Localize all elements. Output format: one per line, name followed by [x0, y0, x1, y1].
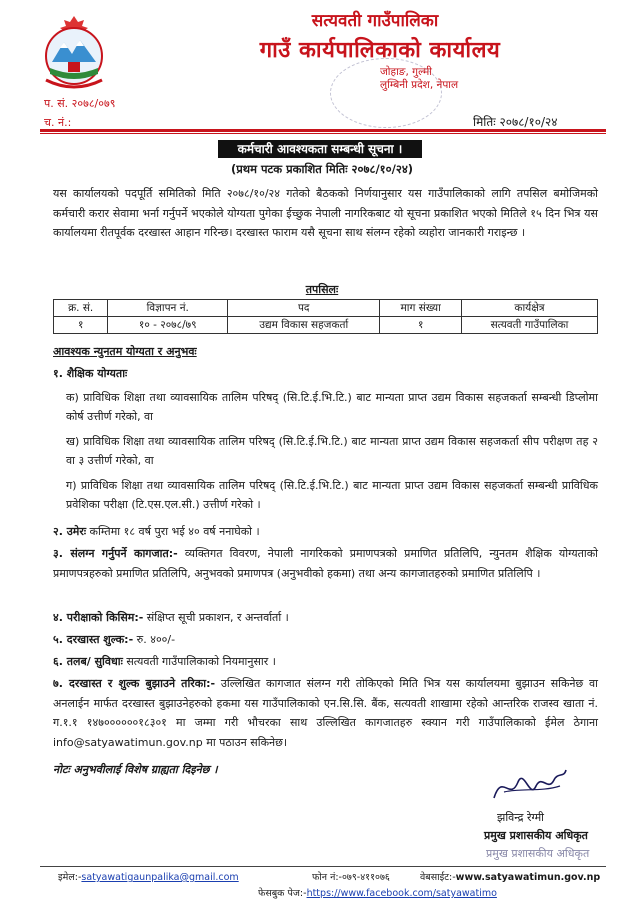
email-label: इमेल:- [58, 872, 82, 883]
address-line-1: जोहाङ, गुल्मी [380, 66, 433, 78]
signatory-designation: प्रमुख प्रशासकीय अधिकृत [484, 829, 588, 842]
header-workplace: कार्यक्षेत्र [461, 300, 597, 317]
age-text: कम्तिमा १८ वर्ष पुरा भई ४० वर्ष ननाघेको । [86, 525, 260, 538]
facebook-link[interactable]: https://www.facebook.com/satyawatimo [306, 888, 497, 899]
website-label: वेबसाईट:- [420, 872, 456, 883]
cell-post: उद्यम विकास सहजकर्ता [228, 317, 380, 334]
age-label: २. उमेरः [53, 525, 87, 538]
header-quantity: माग संख्या [380, 300, 462, 317]
footer-phone: फोन नं:-०७९-४११०७६ [312, 872, 390, 883]
office-address [380, 66, 540, 92]
table-header-row [54, 300, 598, 317]
requirements-heading: आवश्यक न्युनतम योग्यता र अनुभवः [53, 345, 197, 358]
documents-requirement [53, 544, 598, 583]
education-item-ka: क) प्राविधिक शिक्षा तथा व्यावसायिक तालिम परिषद् (सि.टि.ई.भि.टि.) बाट मान्यता प्राप्त उद्यम विकास सहजकर्ता सम्बन्धी डिप्लोमा कोर्ष उत्तीर्ण गरेको, वा [66, 391, 598, 423]
cell-workplace: सत्यवती गाउँपालिका [461, 317, 597, 334]
age-requirement [53, 522, 598, 541]
signature-scrawl-icon [490, 762, 570, 808]
cell-sn: १ [54, 317, 108, 334]
notice-title: कर्मचारी आवश्यकता सम्बन्धी सूचना । [218, 140, 422, 158]
cell-quantity: १ [380, 317, 462, 334]
exam-type [53, 608, 598, 627]
submission-label: ७. दरखास्त र शुल्क बुझाउने तरिका:- [53, 677, 216, 690]
nepal-emblem-icon [38, 14, 110, 94]
cell-ad-no: १० - २०७८/७९ [108, 317, 228, 334]
documents-label: ३. संलग्न गर्नुपर्ने कागजात:- [53, 547, 178, 560]
footer-website [420, 870, 600, 883]
designation-stamp: प्रमुख प्रशासकीय अधिकृत [486, 847, 590, 860]
header-post: पद [228, 300, 380, 317]
office-title: गाउँ कार्यपालिकाको कार्यालय [259, 38, 501, 63]
reference-number: प. सं. २०७८/०७९ [44, 97, 116, 110]
education-item-ga: ग) प्राविधिक शिक्षा तथा व्यावसायिक तालिम परिषद् (सि.टि.ई.भि.टि.) बाट मान्यता प्राप्त उद्यम विकास सहजकर्ता सम्बन्धी प्राविधिक प्रवेशिका परीक्षा (टि.एस.एल.सी.) उत्तीर्ण गरेको । [66, 479, 598, 511]
address-line-2: लुम्बिनी प्रदेश, नेपाल [380, 79, 459, 91]
submission-text: उल्लिखित कागजात संलग्न गरी तोकिएको मिति भित्र यस कार्यालयमा बुझाउन सकिनेछ वा अनलाईन मार्फत दरखास्त बुझाउनेहरुको हकमा यस गाउँपालिकाको एन.सि.सि. बैंक, सत्यवती शाखामा रहेको आन्तरिक राजस्व खाता नं. ग.१.१ १४७००००००१८३०१ मा जम्मा गरी भौचरका साथ उल्लिखित कागजातहरु स्क्यान गरी गाउँपालिकाको ईमेल ठेगाना info@satyawatimun.gov.np मा पठाउन सकिनेछ। [53, 677, 598, 749]
vacancy-table [53, 299, 598, 334]
website-link[interactable]: www.satyawatimun.gov.np [455, 872, 601, 883]
email-link[interactable]: satyawatigaunpalika@gmail.com [81, 872, 239, 883]
dispatch-number: च. नं.: [44, 116, 72, 129]
fee-text: रु. ४००/- [133, 633, 176, 646]
publication-date: (प्रथम पटक प्रकाशित मितिः २०७८/१०/२४) [230, 162, 414, 176]
table-title: तपसिलः [305, 283, 339, 296]
header-divider [40, 129, 606, 132]
salary-label: ६. तलब/ सुविधाः [53, 655, 123, 668]
letter-date: मितिः २०७८/१०/२४ [473, 115, 558, 129]
header-divider-thin [40, 133, 606, 134]
footer-facebook [258, 886, 497, 899]
header-sn: क्र. सं. [54, 300, 108, 317]
fee-label: ५. दरखास्त शुल्क:- [53, 633, 134, 646]
application-fee [53, 630, 598, 649]
exam-label: ४. परीक्षाको किसिम:- [53, 611, 144, 624]
header-ad-no: विज्ञापन नं. [108, 300, 228, 317]
documents-text: व्यक्तिगत विवरण, नेपाली नागरिकको प्रमाणपत्रको प्रमाणित प्रतिलिपि, न्युनतम शैक्षिक योग्यताको प्रमाणपत्रहरुको प्रमाणित प्रतिलिपि, अनुभवको प्रमाणपत्र (अनुभवीको हकमा) तथा अन्य कागजातहरुको प्रमाणित प्रतिलिपि । [53, 547, 599, 580]
education-heading: १. शैक्षिक योग्यताः [53, 367, 128, 380]
exam-text: संक्षिप्त सूची प्रकाशन, र अन्तर्वार्ता । [143, 611, 289, 624]
education-item-kha: ख) प्राविधिक शिक्षा तथा व्यावसायिक तालिम परिषद् (सि.टि.ई.भि.टि.) बाट मान्यता प्राप्त उद्यम विकास सहजकर्ता सीप परीक्षण तह २ वा ३ उत्तीर्ण गरेको, वा [66, 435, 598, 467]
facebook-label: फेसबुक पेज:- [258, 888, 307, 899]
submission-method [53, 674, 598, 752]
salary-info [53, 652, 598, 671]
intro-paragraph: यस कार्यालयको पदपूर्ति समितिको मिति २०७८/१०/२४ गतेको बैठकको निर्णयानुसार यस गाउँपालिकाको लागि तपसिल बमोजिमको कर्मचारी करार सेवामा भर्ना गर्नुपर्ने भएकोले योग्यता पुगेका ईच्छुक नेपाली नागरिकबाट यो सूचना प्रकाशित भएको मितिले १५ दिन भित्र यस कार्यालयमा रीतपूर्वक दरखास्त आहान गरिन्छ। दरखास्त फाराम यसै सूचना साथ संलग्न रहेको व्यहोरा जानकारी गराइन्छ । [53, 187, 598, 239]
salary-text: सत्यवती गाउँपालिकाको नियमानुसार । [122, 655, 276, 668]
footer-email [58, 870, 239, 883]
office-name: सत्यवती गाउँपालिका [311, 11, 439, 31]
footer-divider [40, 866, 606, 867]
note: नोटः अनुभवीलाई विशेष ग्राह्यता दिइनेछ । [53, 763, 218, 776]
table-row [54, 317, 598, 334]
signatory-name: झविन्द्र रेग्मी [497, 811, 545, 824]
